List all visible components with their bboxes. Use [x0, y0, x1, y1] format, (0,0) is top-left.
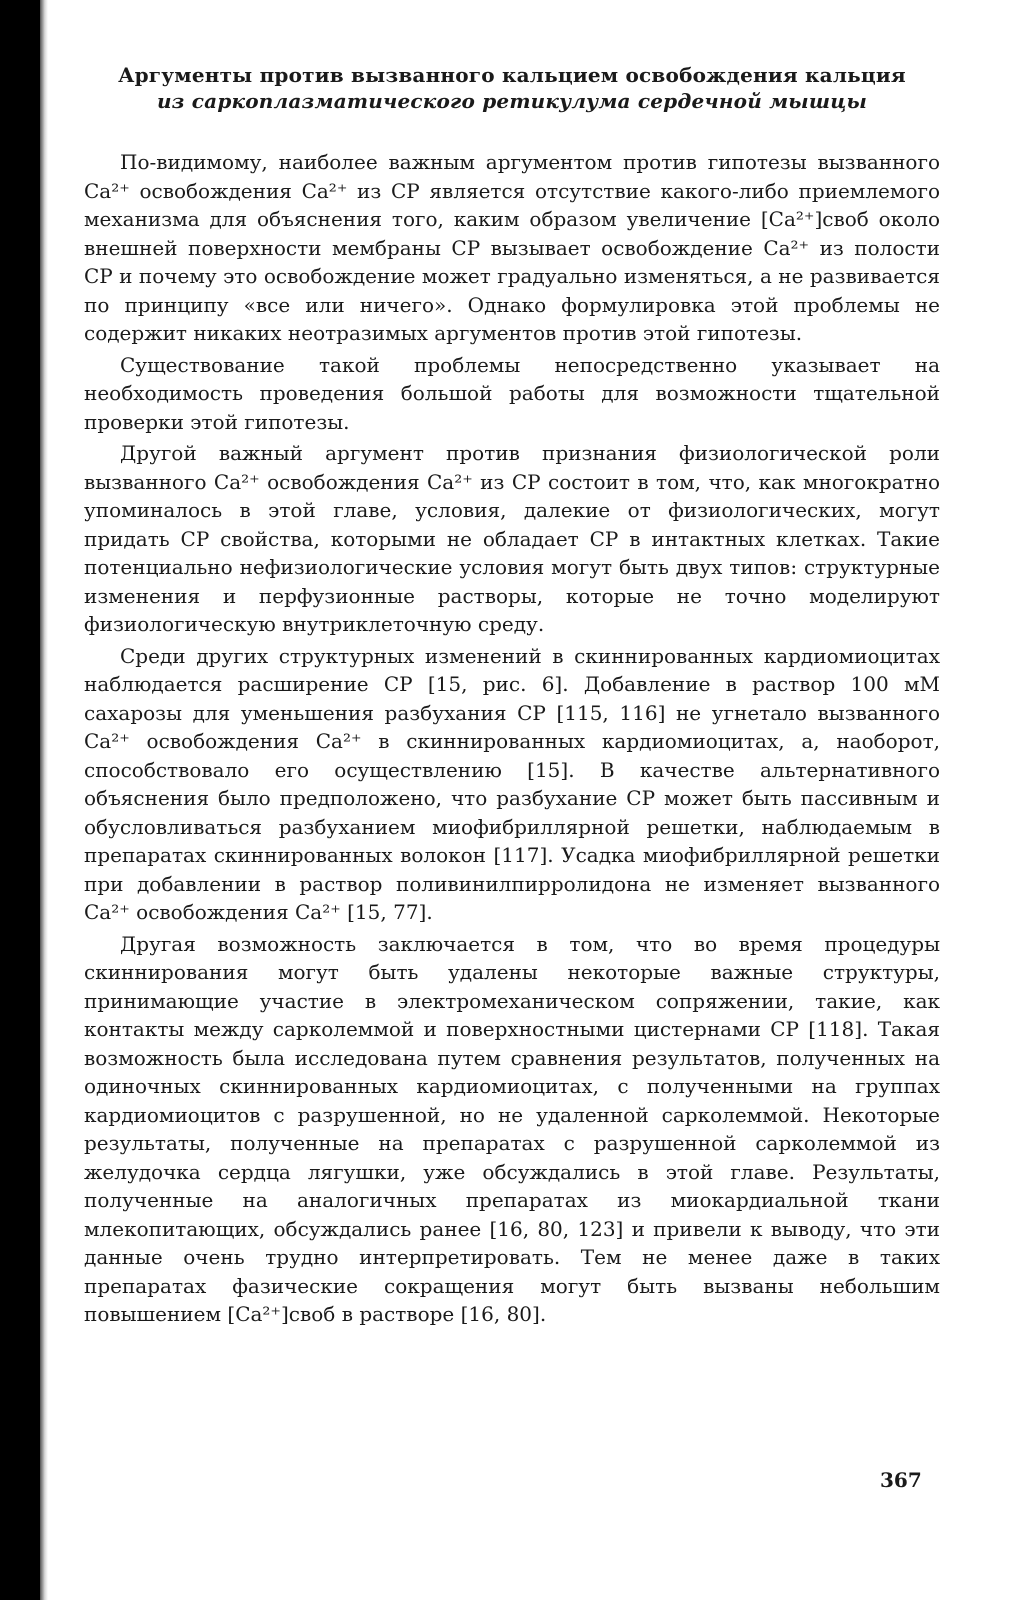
scan-edge-shadow — [0, 0, 40, 1600]
page-number: 367 — [880, 1468, 922, 1492]
paragraph-3: Другой важный аргумент против признания физиологической роли вызванного Ca²⁺ освобождения Ca²⁺ из СР состоит в том, что, как многократно упоминалось в этой главе, условия, далекие от физиологических, могут придать СР свойства, которыми не обладает СР в интактных клетках. Такие потенциально нефизиологические условия могут быть двух типов: структурные изменения и перфузионные растворы, которые не точно моделируют физиологическую внутриклеточную среду. — [84, 441, 940, 636]
book-page — [84, 62, 940, 1332]
paragraph-4: Среди других структурных изменений в скиннированных кардиомиоцитах наблюдается расширение СР [15, рис. 6]. Добавление в раствор 100 мМ сахарозы для уменьшения разбухания СР [115, 116] не угнетало вызванного Ca²⁺ освобождения Ca²⁺ в скиннированных кардиомиоцитах, а, наоборот, способствовало его осуществлению [15]. В качестве альтернативного объяснения было предположено, что разбухание СР может быть пассивным и обусловливаться разбуханием миофибриллярной решетки, наблюдаемым в препаратах скиннированных волокон [117]. Усадка миофибриллярной решетки при добавлении в раствор поливинилпирролидона не изменяет вызванного Ca²⁺ освобождения Ca²⁺ [15, 77]. — [84, 643, 940, 924]
scan-edge-gradient — [40, 0, 48, 1600]
paragraph-1: По-видимому, наиболее важным аргументом против гипотезы вызванного Ca²⁺ освобождения Ca²⁺ из СР является отсутствие какого-либо приемлемого механизма для объяснения того, каким образом увеличение [Ca²⁺]своб около внешней поверхности мембраны СР вызывает освобождение Ca²⁺ из полости СР и почему это освобождение может градуально изменяться, а не развивается по принципу «все или ничего». Однако формулировка этой проблемы не содержит никаких неотразимых аргументов против этой гипотезы. — [84, 150, 940, 345]
paragraph-2: Существование такой проблемы непосредственно указывает на необходимость проведения большой работы для возможности тщательной проверки этой гипотезы. — [84, 352, 940, 434]
section-heading-line-1: Аргументы против вызванного кальцием освобождения кальция — [118, 63, 906, 87]
paragraph-5: Другая возможность заключается в том, что во время процедуры скиннирования могут быть удалены некоторые важные структуры, принимающие участие в электромеханическом сопряжении, такие, как контакты между сарколеммой и поверхностными цистернами СР [118]. Такая возможность была исследована путем сравнения результатов, полученных на одиночных скиннированных кардиомиоцитах, с полученными на группах кардиомиоцитов с разрушенной, но не удаленной сарколеммой. Некоторые результаты, полученные на препаратах с разрушенной сарколеммой из желудочка сердца лягушки, уже обсуждались в этой главе. Результаты, полученные на аналогичных препаратах из миокардиальной ткани млекопитающих, обсуждались ранее [16, 80, 123] и привели к выводу, что эти данные очень трудно интерпретировать. Тем не менее даже в таких препаратах фазические сокращения могут быть вызваны небольшим повышением [Ca²⁺]своб в растворе [16, 80]. — [84, 931, 940, 1326]
section-heading-line-2: из саркоплазматического ретикулума сердечной мышцы — [156, 89, 868, 113]
section-heading — [84, 62, 940, 114]
